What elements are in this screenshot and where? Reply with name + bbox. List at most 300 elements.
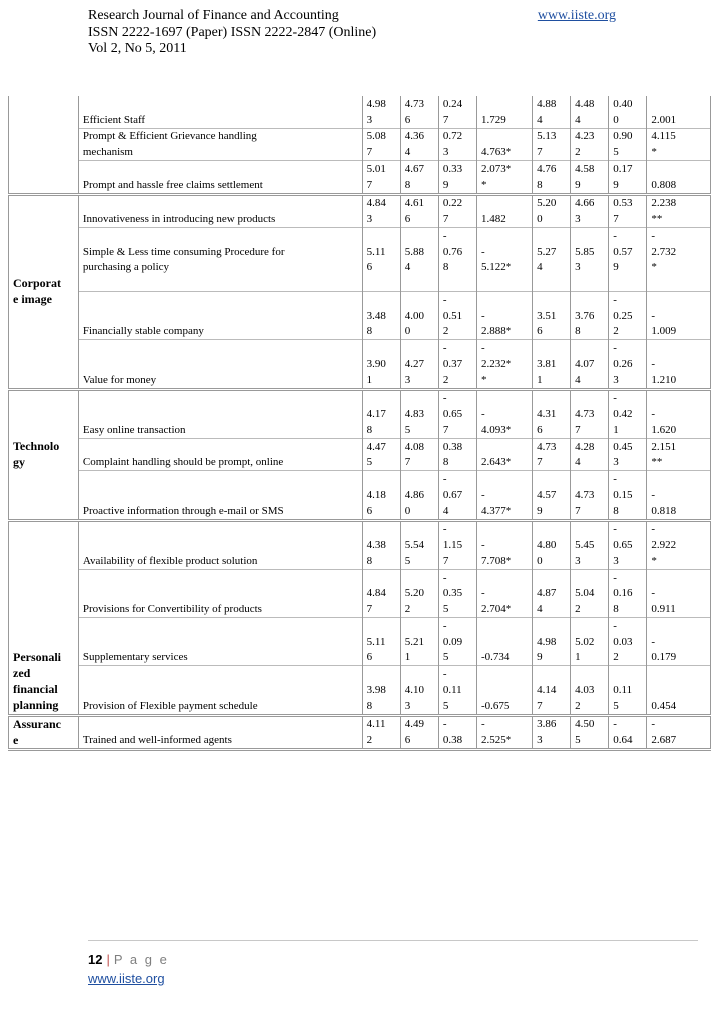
category-cell bbox=[9, 194, 79, 211]
table-row bbox=[9, 96, 711, 112]
value-cell: 4.73 bbox=[400, 96, 438, 112]
table-row bbox=[9, 356, 711, 372]
value-cell: ** bbox=[647, 211, 711, 227]
value-cell: - bbox=[438, 666, 476, 682]
value-cell: - bbox=[609, 471, 647, 487]
value-cell: 3.86 bbox=[533, 715, 571, 732]
journal-header bbox=[88, 8, 376, 58]
value-cell: - bbox=[609, 389, 647, 406]
value-cell: 9 bbox=[609, 260, 647, 276]
table-row bbox=[9, 308, 711, 324]
value-cell: - bbox=[609, 228, 647, 244]
value-cell: 0.17 bbox=[609, 161, 647, 177]
journal-title: Research Journal of Finance and Accounting bbox=[88, 8, 339, 23]
value-cell: -0.675 bbox=[476, 698, 532, 715]
value-cell: 2 bbox=[438, 372, 476, 389]
table-row bbox=[9, 455, 711, 471]
value-cell: 3 bbox=[438, 144, 476, 160]
value-cell: 4.36 bbox=[400, 128, 438, 144]
category-cell bbox=[9, 503, 79, 520]
value-cell bbox=[571, 292, 609, 308]
value-cell bbox=[533, 228, 571, 244]
value-cell: - bbox=[609, 569, 647, 585]
value-cell: 0.42 bbox=[609, 406, 647, 422]
value-cell: 3 bbox=[609, 372, 647, 389]
category-cell bbox=[9, 601, 79, 617]
value-cell: 9 bbox=[533, 650, 571, 666]
attribute-cell bbox=[78, 356, 362, 372]
value-cell: 5 bbox=[438, 601, 476, 617]
value-cell: 7 bbox=[362, 601, 400, 617]
value-cell: -0.734 bbox=[476, 650, 532, 666]
attribute-cell bbox=[78, 520, 362, 537]
value-cell bbox=[362, 618, 400, 634]
value-cell: 4.377* bbox=[476, 503, 532, 520]
value-cell: * bbox=[647, 260, 711, 276]
attribute-cell bbox=[78, 471, 362, 487]
value-cell: 7 bbox=[438, 422, 476, 438]
journal-volume: Vol 2, No 5, 2011 bbox=[88, 41, 187, 56]
value-cell: - bbox=[438, 520, 476, 537]
value-cell: 4 bbox=[400, 260, 438, 276]
value-cell bbox=[571, 666, 609, 682]
table-row bbox=[9, 503, 711, 520]
attribute-cell bbox=[78, 340, 362, 356]
value-cell bbox=[476, 275, 532, 291]
value-cell: 4.61 bbox=[400, 194, 438, 211]
value-cell: 2.525* bbox=[476, 732, 532, 749]
value-cell: - bbox=[476, 586, 532, 602]
value-cell bbox=[400, 666, 438, 682]
value-cell: 3.90 bbox=[362, 356, 400, 372]
value-cell: - bbox=[476, 244, 532, 260]
value-cell: 0.40 bbox=[609, 96, 647, 112]
value-cell: 3 bbox=[400, 372, 438, 389]
value-cell: 4.093* bbox=[476, 422, 532, 438]
category-cell bbox=[9, 569, 79, 585]
table-row bbox=[9, 128, 711, 144]
value-cell: 2 bbox=[400, 601, 438, 617]
value-cell bbox=[647, 292, 711, 308]
value-cell bbox=[571, 228, 609, 244]
value-cell: 0.64 bbox=[609, 732, 647, 749]
value-cell: 0.51 bbox=[438, 308, 476, 324]
value-cell bbox=[647, 96, 711, 112]
value-cell bbox=[571, 569, 609, 585]
attribute-cell: purchasing a policy bbox=[78, 260, 362, 276]
value-cell: 4.49 bbox=[400, 715, 438, 732]
value-cell bbox=[476, 634, 532, 650]
value-cell: 5.85 bbox=[571, 244, 609, 260]
value-cell: 0.35 bbox=[438, 586, 476, 602]
attribute-cell bbox=[78, 438, 362, 454]
table-row bbox=[9, 228, 711, 244]
value-cell bbox=[476, 618, 532, 634]
category-cell bbox=[9, 228, 79, 244]
value-cell: 5.13 bbox=[533, 128, 571, 144]
value-cell bbox=[647, 569, 711, 585]
value-cell: 8 bbox=[438, 455, 476, 471]
value-cell: 1 bbox=[609, 422, 647, 438]
value-cell: * bbox=[647, 144, 711, 160]
table-row bbox=[9, 211, 711, 227]
attribute-cell: Supplementary services bbox=[78, 650, 362, 666]
value-cell: - bbox=[438, 715, 476, 732]
value-cell bbox=[647, 389, 711, 406]
value-cell: - bbox=[647, 586, 711, 602]
value-cell: 4.27 bbox=[400, 356, 438, 372]
table-row bbox=[9, 682, 711, 698]
value-cell: 4.58 bbox=[571, 161, 609, 177]
table-row bbox=[9, 389, 711, 406]
value-cell: 1 bbox=[533, 372, 571, 389]
value-cell: 0.454 bbox=[647, 698, 711, 715]
attribute-cell: Value for money bbox=[78, 372, 362, 389]
value-cell: - bbox=[647, 356, 711, 372]
value-cell: 5 bbox=[400, 422, 438, 438]
value-cell: - bbox=[476, 487, 532, 503]
value-cell: 2 bbox=[609, 324, 647, 340]
value-cell bbox=[362, 292, 400, 308]
value-cell bbox=[533, 569, 571, 585]
value-cell: 0.22 bbox=[438, 194, 476, 211]
table-row bbox=[9, 520, 711, 537]
attribute-cell: Availability of flexible product solution bbox=[78, 553, 362, 569]
attribute-cell: Prompt and hassle free claims settlement bbox=[78, 177, 362, 194]
category-cell bbox=[9, 537, 79, 553]
value-cell: - bbox=[609, 520, 647, 537]
value-cell: 0.45 bbox=[609, 438, 647, 454]
value-cell: 0.25 bbox=[609, 308, 647, 324]
value-cell: 8 bbox=[362, 553, 400, 569]
value-cell bbox=[362, 275, 400, 291]
value-cell: 3 bbox=[609, 455, 647, 471]
value-cell: 5.11 bbox=[362, 244, 400, 260]
value-cell: 4.84 bbox=[362, 586, 400, 602]
category-cell: e bbox=[9, 732, 79, 749]
value-cell: 6 bbox=[400, 732, 438, 749]
value-cell: 0.37 bbox=[438, 356, 476, 372]
category-cell: Corporat bbox=[9, 275, 79, 291]
value-cell: 4.115 bbox=[647, 128, 711, 144]
value-cell: 4 bbox=[571, 112, 609, 128]
value-cell: 3 bbox=[362, 112, 400, 128]
value-cell: 5.04 bbox=[571, 586, 609, 602]
category-cell bbox=[9, 422, 79, 438]
value-cell: 5.01 bbox=[362, 161, 400, 177]
value-cell bbox=[362, 471, 400, 487]
value-cell: 2.238 bbox=[647, 194, 711, 211]
attribute-cell bbox=[78, 682, 362, 698]
value-cell: - bbox=[438, 471, 476, 487]
attribute-cell bbox=[78, 487, 362, 503]
value-cell: 0.15 bbox=[609, 487, 647, 503]
value-cell: - bbox=[647, 406, 711, 422]
value-cell bbox=[533, 520, 571, 537]
value-cell: 5 bbox=[438, 650, 476, 666]
value-cell: 2.643* bbox=[476, 455, 532, 471]
table-row bbox=[9, 406, 711, 422]
value-cell: 7 bbox=[438, 211, 476, 227]
value-cell: 7 bbox=[533, 144, 571, 160]
attribute-cell: Provisions for Convertibility of products bbox=[78, 601, 362, 617]
value-cell: 1 bbox=[362, 372, 400, 389]
value-cell: 3 bbox=[362, 211, 400, 227]
value-cell: 7 bbox=[438, 553, 476, 569]
value-cell: 4.00 bbox=[400, 308, 438, 324]
value-cell: 0.03 bbox=[609, 634, 647, 650]
value-cell: - bbox=[438, 618, 476, 634]
value-cell bbox=[571, 275, 609, 291]
value-cell: - bbox=[438, 292, 476, 308]
value-cell bbox=[400, 275, 438, 291]
value-cell: 8 bbox=[609, 503, 647, 520]
value-cell: 0.808 bbox=[647, 177, 711, 194]
value-cell bbox=[647, 161, 711, 177]
value-cell: 7 bbox=[400, 455, 438, 471]
attribute-cell bbox=[78, 586, 362, 602]
attribute-cell bbox=[78, 537, 362, 553]
value-cell: - bbox=[609, 340, 647, 356]
table-row bbox=[9, 698, 711, 715]
value-cell: 3 bbox=[571, 260, 609, 276]
value-cell: 7 bbox=[609, 211, 647, 227]
value-cell bbox=[533, 275, 571, 291]
footer-site-link[interactable]: www.iiste.org bbox=[88, 971, 165, 986]
value-cell: 8 bbox=[362, 324, 400, 340]
table-row bbox=[9, 161, 711, 177]
value-cell bbox=[476, 228, 532, 244]
value-cell: 4 bbox=[400, 144, 438, 160]
value-cell: 1.210 bbox=[647, 372, 711, 389]
value-cell: 2.732 bbox=[647, 244, 711, 260]
table-row bbox=[9, 650, 711, 666]
table-row bbox=[9, 422, 711, 438]
category-cell bbox=[9, 471, 79, 487]
value-cell bbox=[571, 389, 609, 406]
category-cell bbox=[9, 308, 79, 324]
value-cell: 0.57 bbox=[609, 244, 647, 260]
value-cell: 4.50 bbox=[571, 715, 609, 732]
value-cell bbox=[400, 520, 438, 537]
value-cell: 5.45 bbox=[571, 537, 609, 553]
value-cell: 4.98 bbox=[362, 96, 400, 112]
value-cell: 4 bbox=[533, 112, 571, 128]
value-cell: 0.72 bbox=[438, 128, 476, 144]
table-row bbox=[9, 586, 711, 602]
value-cell: 5.21 bbox=[400, 634, 438, 650]
value-cell: 0 bbox=[400, 503, 438, 520]
value-cell bbox=[400, 569, 438, 585]
value-cell: 7 bbox=[571, 503, 609, 520]
value-cell: 0.90 bbox=[609, 128, 647, 144]
value-cell: 2 bbox=[438, 324, 476, 340]
value-cell: 4 bbox=[571, 455, 609, 471]
value-cell: 5.122* bbox=[476, 260, 532, 276]
value-cell: 0.11 bbox=[609, 682, 647, 698]
results-table bbox=[8, 96, 711, 751]
value-cell bbox=[476, 438, 532, 454]
value-cell bbox=[609, 666, 647, 682]
footer-rule bbox=[88, 940, 698, 941]
value-cell: 5 bbox=[609, 144, 647, 160]
value-cell: 7 bbox=[533, 455, 571, 471]
value-cell bbox=[362, 569, 400, 585]
category-cell bbox=[9, 356, 79, 372]
table-row bbox=[9, 471, 711, 487]
value-cell: 7.708* bbox=[476, 553, 532, 569]
attribute-cell bbox=[78, 634, 362, 650]
value-cell: - bbox=[438, 340, 476, 356]
value-cell: - bbox=[609, 292, 647, 308]
value-cell: 5.08 bbox=[362, 128, 400, 144]
value-cell: 2.073* bbox=[476, 161, 532, 177]
value-cell bbox=[400, 340, 438, 356]
attribute-cell bbox=[78, 96, 362, 112]
value-cell bbox=[476, 520, 532, 537]
value-cell bbox=[571, 618, 609, 634]
table-row bbox=[9, 618, 711, 634]
table-row bbox=[9, 553, 711, 569]
attribute-cell: Provision of Flexible payment schedule bbox=[78, 698, 362, 715]
category-cell bbox=[9, 586, 79, 602]
value-cell: 6 bbox=[362, 503, 400, 520]
value-cell: 3 bbox=[400, 698, 438, 715]
category-cell bbox=[9, 96, 79, 112]
category-cell: financial bbox=[9, 682, 79, 698]
value-cell: 4.18 bbox=[362, 487, 400, 503]
value-cell: 4.17 bbox=[362, 406, 400, 422]
value-cell: 0.65 bbox=[438, 406, 476, 422]
value-cell: 5.27 bbox=[533, 244, 571, 260]
value-cell: 4.66 bbox=[571, 194, 609, 211]
value-cell bbox=[362, 340, 400, 356]
value-cell: - bbox=[647, 487, 711, 503]
value-cell: 1.482 bbox=[476, 211, 532, 227]
value-cell bbox=[533, 618, 571, 634]
category-cell bbox=[9, 177, 79, 194]
value-cell: 0 bbox=[400, 324, 438, 340]
value-cell: 9 bbox=[571, 177, 609, 194]
attribute-cell bbox=[78, 389, 362, 406]
category-cell bbox=[9, 389, 79, 406]
value-cell: 4.07 bbox=[571, 356, 609, 372]
category-cell bbox=[9, 112, 79, 128]
value-cell: 1.620 bbox=[647, 422, 711, 438]
value-cell: 8 bbox=[362, 698, 400, 715]
value-cell bbox=[571, 340, 609, 356]
value-cell: 2.687 bbox=[647, 732, 711, 749]
value-cell: 4.48 bbox=[571, 96, 609, 112]
page-label: P a g e bbox=[113, 952, 169, 967]
value-cell: 3.48 bbox=[362, 308, 400, 324]
value-cell: 1 bbox=[400, 650, 438, 666]
value-cell: - bbox=[609, 618, 647, 634]
value-cell bbox=[362, 520, 400, 537]
value-cell: 2.704* bbox=[476, 601, 532, 617]
value-cell bbox=[533, 471, 571, 487]
category-cell bbox=[9, 618, 79, 634]
value-cell: 6 bbox=[362, 650, 400, 666]
attribute-cell bbox=[78, 666, 362, 682]
table-row bbox=[9, 260, 711, 276]
attribute-cell bbox=[78, 275, 362, 291]
value-cell: 8 bbox=[362, 422, 400, 438]
value-cell: 1.729 bbox=[476, 112, 532, 128]
table-row bbox=[9, 715, 711, 732]
attribute-cell: Financially stable company bbox=[78, 324, 362, 340]
value-cell: 0.09 bbox=[438, 634, 476, 650]
value-cell: 2.232* bbox=[476, 356, 532, 372]
value-cell: - bbox=[476, 537, 532, 553]
value-cell: 3.81 bbox=[533, 356, 571, 372]
value-cell: 2.888* bbox=[476, 324, 532, 340]
value-cell: 4.11 bbox=[362, 715, 400, 732]
value-cell: 9 bbox=[438, 177, 476, 194]
value-cell: 6 bbox=[533, 422, 571, 438]
value-cell: 8 bbox=[609, 601, 647, 617]
attribute-cell: Prompt & Efficient Grievance handling bbox=[78, 128, 362, 144]
value-cell: 9 bbox=[609, 177, 647, 194]
value-cell: 5.02 bbox=[571, 634, 609, 650]
value-cell: 4.73 bbox=[571, 406, 609, 422]
value-cell bbox=[438, 275, 476, 291]
attribute-cell bbox=[78, 161, 362, 177]
value-cell bbox=[362, 389, 400, 406]
attribute-cell bbox=[78, 308, 362, 324]
table-row bbox=[9, 275, 711, 291]
value-cell: 4.67 bbox=[400, 161, 438, 177]
value-cell: * bbox=[476, 177, 532, 194]
value-cell: 5 bbox=[609, 698, 647, 715]
value-cell bbox=[400, 228, 438, 244]
value-cell: 0 bbox=[533, 211, 571, 227]
value-cell bbox=[476, 292, 532, 308]
value-cell: 4 bbox=[571, 372, 609, 389]
value-cell: 4.14 bbox=[533, 682, 571, 698]
value-cell: 8 bbox=[571, 324, 609, 340]
value-cell: 0.38 bbox=[438, 732, 476, 749]
value-cell: - bbox=[647, 520, 711, 537]
value-cell: - bbox=[476, 406, 532, 422]
value-cell: 5.54 bbox=[400, 537, 438, 553]
attribute-cell bbox=[78, 406, 362, 422]
value-cell: 4.57 bbox=[533, 487, 571, 503]
value-cell bbox=[362, 228, 400, 244]
value-cell: 0.818 bbox=[647, 503, 711, 520]
value-cell: 4.38 bbox=[362, 537, 400, 553]
value-cell: 2.922 bbox=[647, 537, 711, 553]
value-cell: 4.08 bbox=[400, 438, 438, 454]
value-cell: - bbox=[476, 340, 532, 356]
value-cell bbox=[476, 682, 532, 698]
value-cell: - bbox=[438, 569, 476, 585]
value-cell: 3 bbox=[571, 553, 609, 569]
category-cell: zed bbox=[9, 666, 79, 682]
category-cell: e image bbox=[9, 292, 79, 308]
journal-url-link[interactable]: www.iiste.org bbox=[537, 8, 616, 23]
value-cell: 3 bbox=[571, 211, 609, 227]
journal-issn: ISSN 2222-1697 (Paper) ISSN 2222-2847 (Online) bbox=[88, 24, 377, 40]
value-cell: 2 bbox=[571, 144, 609, 160]
table-row bbox=[9, 324, 711, 340]
category-cell: planning bbox=[9, 698, 79, 715]
table-row bbox=[9, 601, 711, 617]
table-row bbox=[9, 340, 711, 356]
value-cell: 5 bbox=[362, 455, 400, 471]
value-cell bbox=[647, 275, 711, 291]
value-cell bbox=[647, 666, 711, 682]
